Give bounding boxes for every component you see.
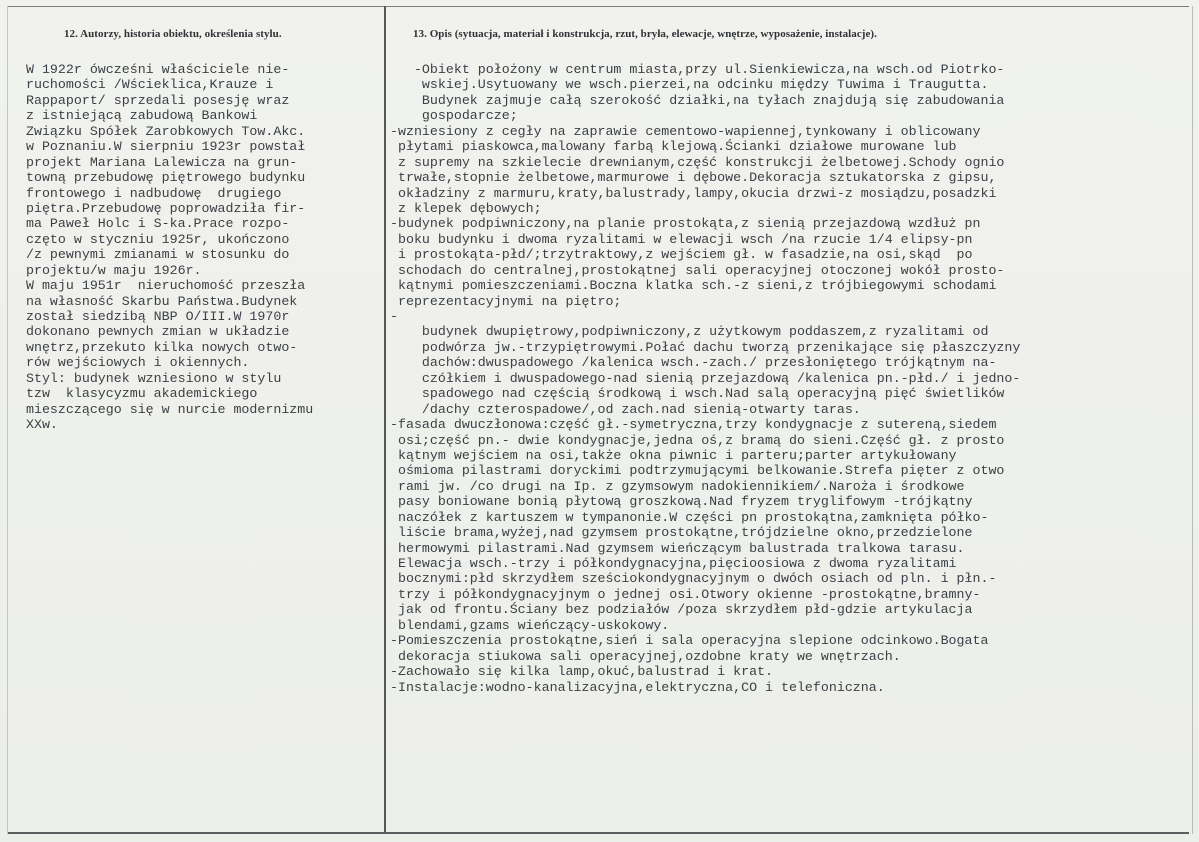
section-12-header: 12. Autorzy, historia obiektu, określenia stylu.: [64, 28, 282, 40]
description-text-block: [390, 62, 1020, 695]
typed-line: -: [390, 309, 398, 324]
typed-line: kątnym wejściem na osi,także okna piwnic i parteru;parter artykułowany: [390, 447, 957, 463]
typed-line: płytami piaskowca,malowany farbą klejową.Ścianki działowe murowane lub: [390, 139, 957, 155]
typed-line: projekt Mariana Lalewicza na grun-: [18, 154, 298, 170]
typed-line: tzw klasycyzmu akademickiego: [18, 386, 258, 402]
bottom-border: [8, 832, 1189, 834]
typed-line: okładziny z marmuru,kraty,balustrady,lampy,okucia drzwi-z mosiądzu,posadzki: [390, 185, 997, 201]
typed-line: z klepek dębowych;: [390, 200, 542, 216]
typed-line: schodach do centralnej,prostokątnej sali operacyjnej otoczonej wokół prosto-: [390, 262, 1005, 278]
typed-line: dachów:dwuspadowego /kalenica wsch.-zach./ przesłoniętego trójkątnym na-: [390, 355, 997, 371]
typed-line: kątnymi pomieszczeniami.Boczna klatka sch.-z sieni,z trójbiegowymi schodami: [390, 278, 997, 294]
typed-line: został siedzibą NBP O/III.W 1970r: [18, 309, 290, 324]
typed-line: /z pewnymi zmianami w stosunku do: [18, 247, 290, 263]
typed-line: Styl: budynek wzniesiono w stylu: [18, 370, 282, 386]
typed-line: /dachy czterospadowe/,od zach.nad sienią-otwarty taras.: [390, 401, 861, 417]
section-13-header: 13. Opis (sytuacja, materiał i konstrukcja, rzut, bryła, elewacje, wnętrze, wyposażenie, instalacje).: [413, 28, 877, 40]
typed-line: frontowego i nadbudowę drugiego: [18, 185, 282, 201]
typed-line: ma Paweł Holc i S-ka.Prace rozpo-: [18, 216, 290, 232]
typed-line: W 1922r ówcześni właściciele nie-: [18, 62, 290, 77]
typed-line: -budynek podpiwniczony,na planie prostokąta,z sienią przejazdową wzdłuż pn: [390, 216, 981, 232]
typed-line: na własność Skarbu Państwa.Budynek: [18, 293, 298, 309]
typed-line: z supremy na szkielecie drewnianym,część konstrukcji żelbetowej.Schody ognio: [390, 154, 1005, 170]
typed-line: boku budynku i dwoma ryzalitami w elewacji wsch /na rzucie 1/4 elipsy-pn: [390, 231, 973, 247]
typed-line: hermowymi pilastrami.Nad gzymsem wieńczącym balustrada tralkowa tarasu.: [390, 540, 965, 556]
typed-line: dokonano pewnych zmian w układzie: [18, 324, 290, 340]
left-border: [7, 6, 8, 834]
typed-line: spadowego nad częścią środkową i wsch.Nad salą operacyjną pięć świetlików: [390, 386, 1005, 402]
typed-line: bocznymi:płd skrzydłem sześciokondygnacyjnym o dwóch osiach od pln. i płn.-: [390, 571, 997, 587]
typed-line: gospodarcze;: [390, 108, 518, 124]
typed-line: częto w styczniu 1925r, ukończono: [18, 231, 290, 247]
typed-line: wskiej.Usytuowany we wsch.pierzei,na odcinku między Tuwima i Traugutta.: [390, 77, 989, 93]
top-border: [8, 6, 1189, 7]
typed-line: blendami,gzams wieńczący-uskokowy.: [390, 617, 670, 633]
history-text-block: [18, 62, 313, 433]
typed-line: dekoracja stiukowa sali operacyjnej,ozdobne kraty we wnętrzach.: [390, 648, 901, 664]
typed-line: -fasada dwuczłonowa:część gł.-symetryczna,trzy kondygnacje z sutereną,siedem: [390, 417, 997, 433]
typed-line: w Poznaniu.W sierpniu 1923r powstał: [18, 139, 306, 155]
right-border: [1192, 6, 1193, 834]
typed-line: podwórza jw.-trzypiętrowymi.Połać dachu tworzą przenikające się płaszczyzny: [390, 339, 1021, 355]
typed-line: rami jw. /co drugi na Ip. z gzymsowym nadokiennikiem/.Naroża i środkowe: [390, 478, 965, 494]
typed-line: z istniejącą zabudową Bankowi: [18, 108, 258, 124]
typed-line: liście brama,wyżej,nad gzymsem prostokątne,trójdzielne okno,przedzielone: [390, 525, 973, 541]
typed-line: Budynek zajmuje całą szerokość działki,na tyłach znajdują się zabudowania: [390, 92, 1005, 108]
typed-line: wnętrz,przekuto kilka nowych otwo-: [18, 339, 298, 355]
typed-line: Związku Spółek Zarobkowych Tow.Akc.: [18, 123, 306, 139]
typed-line: osi;część pn.- dwie kondygnacje,jedna oś,z bramą do sieni.Część gł. z prosto: [390, 432, 1005, 448]
typed-line: ruchomości /Wścieklica,Krauze i: [18, 77, 274, 93]
typed-line: projektu/w maju 1926r.: [18, 262, 202, 278]
typed-line: -wzniesiony z cegły na zaprawie cementowo-wapiennej,tynkowany i oblicowany: [390, 123, 981, 139]
typed-line: trzy i półkondygnacyjnym o jednej osi.Otwory okienne -prostokątne,bramny-: [390, 586, 981, 602]
typed-line: Rappaport/ sprzedali posesję wraz: [18, 92, 290, 108]
typed-line: ośmioma pilastrami doryckimi podtrzymującymi belkowanie.Strefa pięter z otwo: [390, 463, 1005, 479]
typed-line: i prostokąta-płd/;trzytraktowy,z wejściem gł. w fasadzie,na osi,skąd po: [390, 247, 973, 263]
typed-line: -Obiekt położony w centrum miasta,przy ul.Sienkiewicza,na wsch.od Piotrko-: [390, 62, 1005, 77]
typed-line: budynek dwupiętrowy,podpiwniczony,z użytkowym poddaszem,z ryzalitami od: [390, 324, 989, 340]
typed-line: jak od frontu.Ściany bez podziałów /poza skrzydłem płd-gdzie artykulacja: [390, 602, 973, 618]
typed-line: piętra.Przebudowę poprowadziła fir-: [18, 200, 306, 216]
column-divider: [384, 6, 386, 834]
typed-line: reprezentacyjnymi na piętro;: [390, 293, 622, 309]
typed-line: W maju 1951r nieruchomość przeszła: [18, 278, 306, 294]
typed-line: -Pomieszczenia prostokątne,sień i sala operacyjna slepione odcinkowo.Bogata: [390, 633, 989, 649]
typed-line: rów wejściowych i okiennych.: [18, 355, 250, 371]
typed-line: Elewacja wsch.-trzy i półkondygnacyjna,pięcioosiowa z dwoma ryzalitami: [390, 556, 957, 571]
typed-line: naczółek z kartuszem w tympanonie.W części pn prostokątna,zamknięta półko-: [390, 509, 989, 525]
typed-line: XXw.: [18, 417, 58, 433]
typed-line: mieszczącego się w nurcie modernizmu: [18, 401, 314, 417]
typed-line: pasy boniowane bonią płytową groszkową.Nad fryzem tryglifowym -trójkątny: [390, 494, 973, 510]
typed-line: trwałe,stopnie żelbetowe,marmurowe i dębowe.Dekoracja sztukatorska z gipsu,: [390, 170, 997, 186]
typed-line: czółkiem i dwuspadowego-nad sienią przejazdową /kalenica pn.-płd./ i jedno-: [390, 370, 1021, 386]
typed-line: -Zachowało się kilka lamp,okuć,balustrad i krat.: [390, 664, 774, 680]
typed-line: towną przebudowę piętrowego budynku: [18, 170, 306, 186]
typed-line: -Instalacje:wodno-kanalizacyjna,elektryczna,CO i telefoniczna.: [390, 679, 885, 695]
